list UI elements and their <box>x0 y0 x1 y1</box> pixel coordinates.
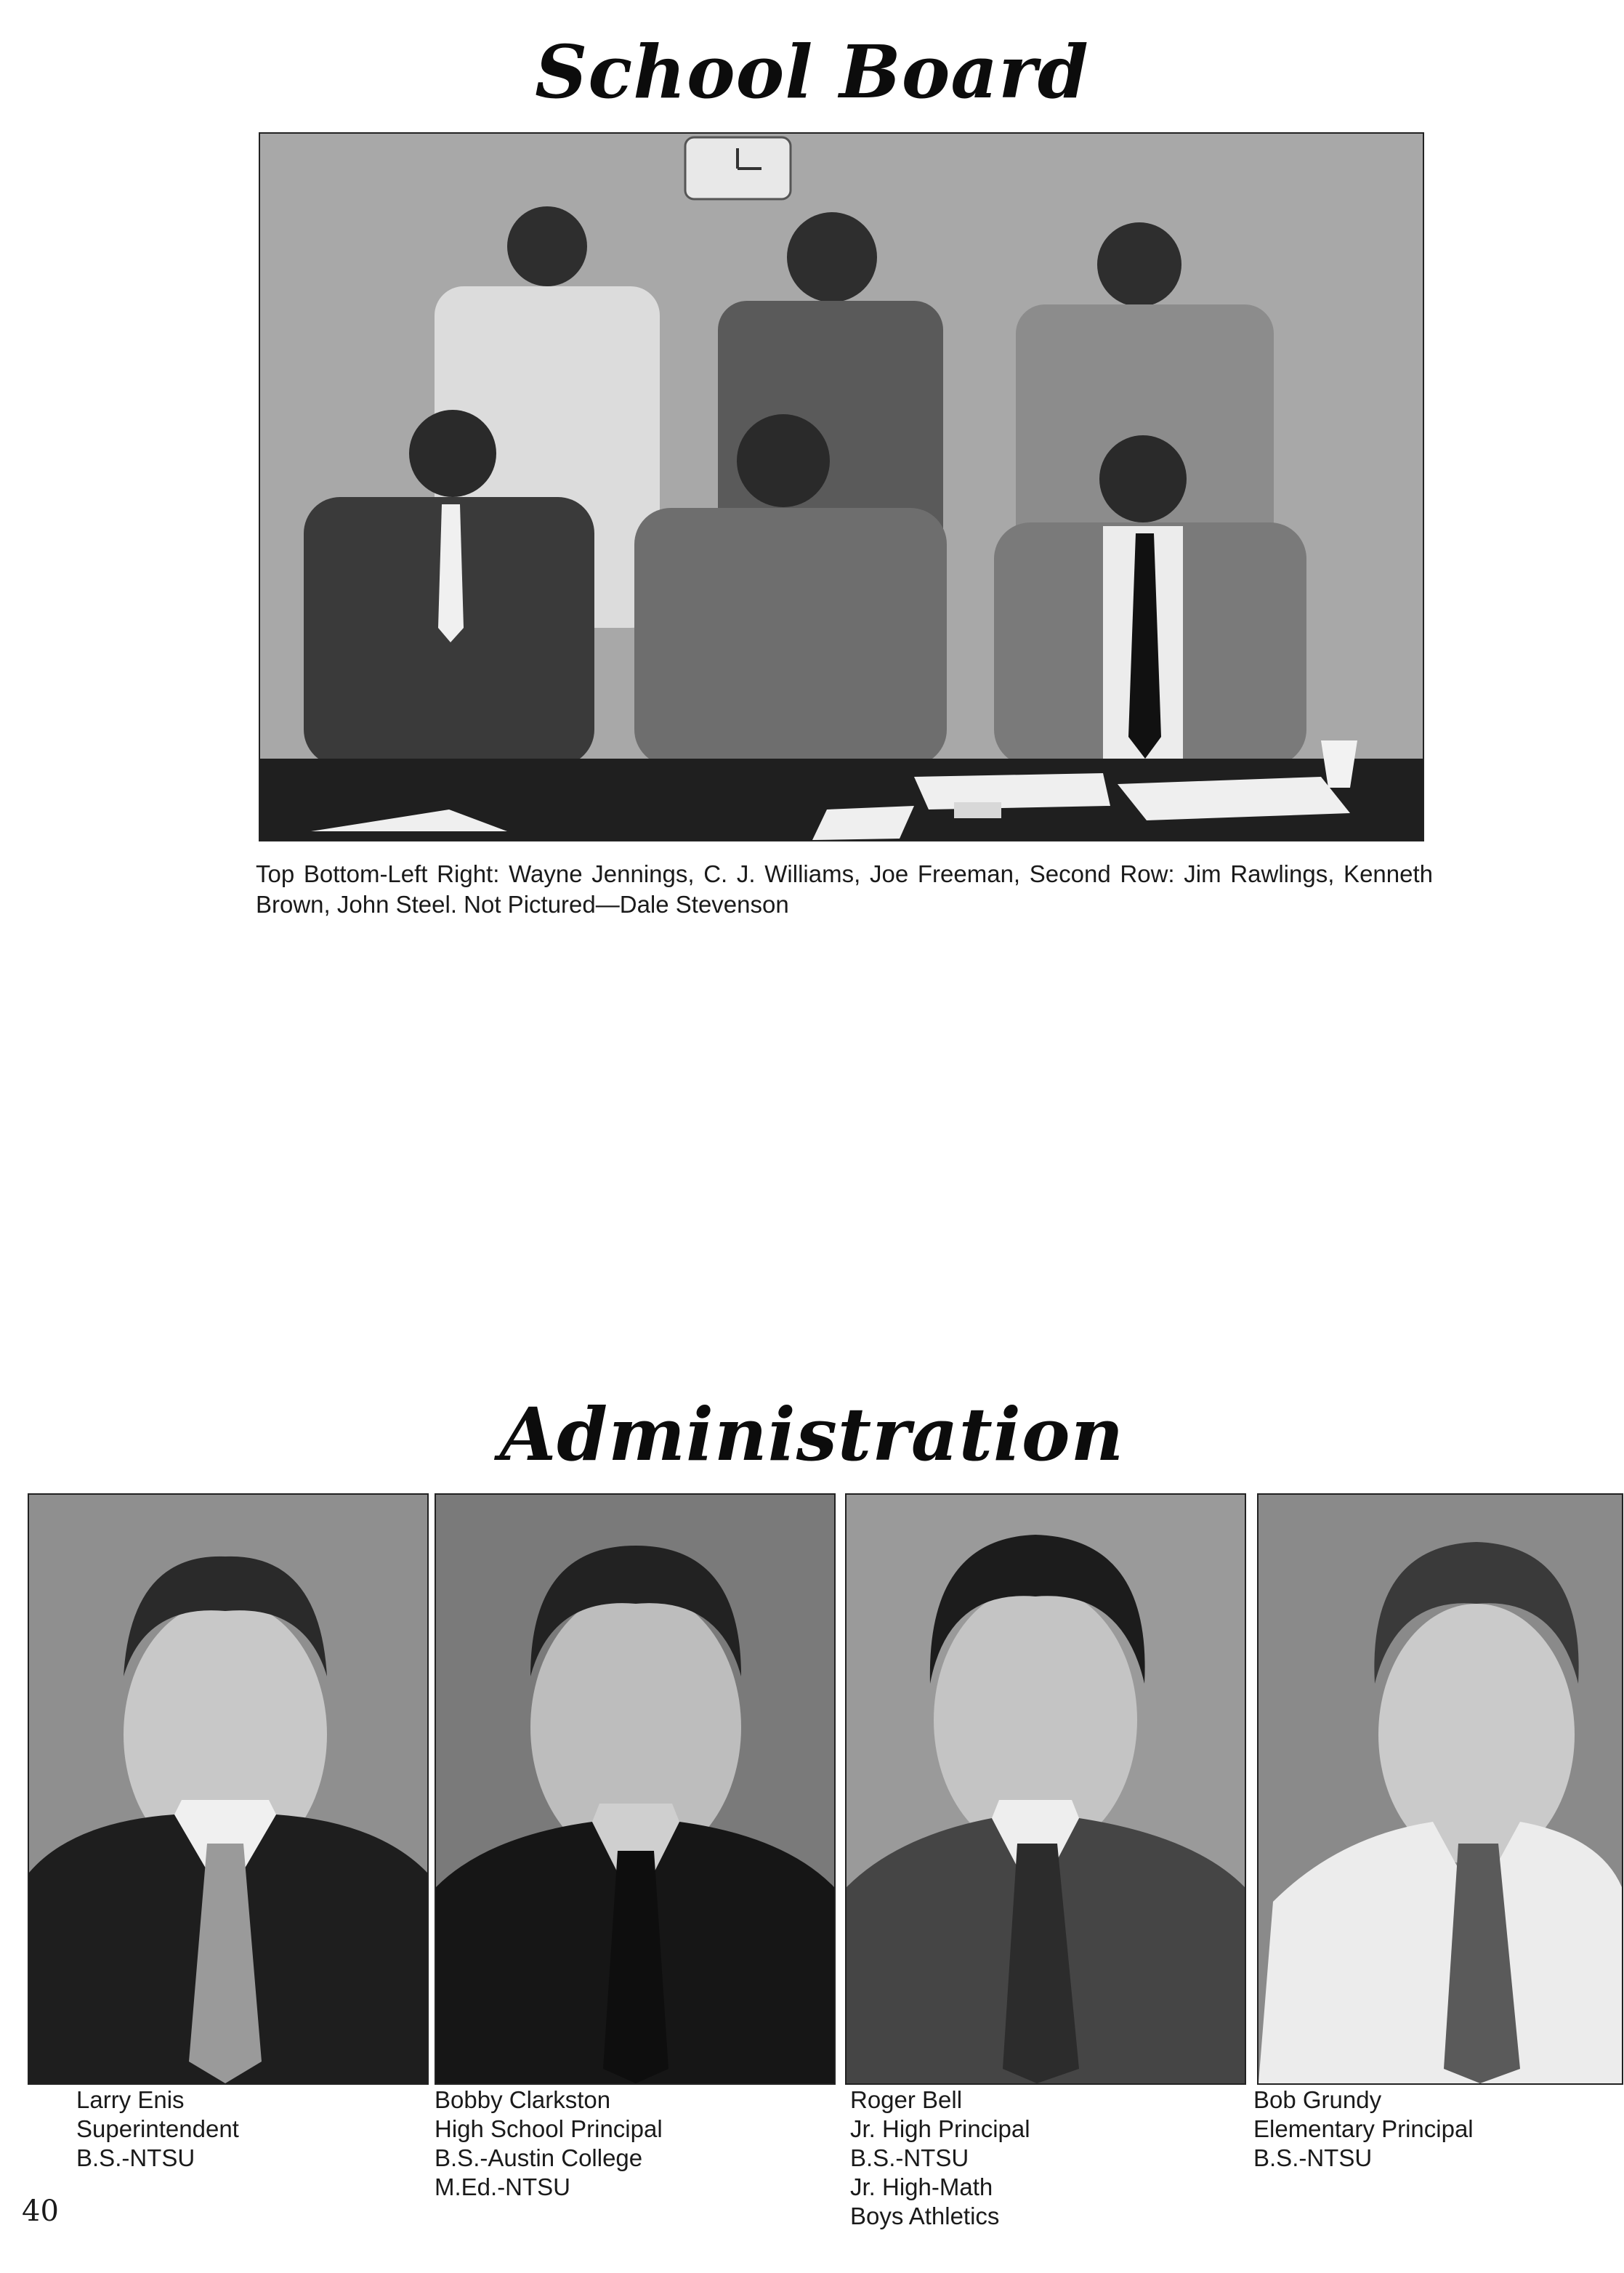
administration-title: Administration <box>499 1392 1125 1477</box>
admin-duty: Jr. High-Math <box>850 2173 993 2200</box>
admin-bio <box>76 2086 239 2173</box>
admin-bio <box>850 2086 1030 2231</box>
wall-clock-icon <box>685 137 791 199</box>
admin-name: Bobby Clarkston <box>435 2086 611 2113</box>
group-photo-image <box>260 134 1423 840</box>
portrait-photo <box>28 1493 429 2085</box>
admin-name: Larry Enis <box>76 2086 185 2113</box>
portrait-image <box>847 1495 1245 2083</box>
admin-degree: B.S.-Austin College <box>435 2144 643 2171</box>
school-board-title: School Board <box>535 29 1089 115</box>
admin-duty: Boys Athletics <box>850 2203 1000 2229</box>
admin-name: Roger Bell <box>850 2086 963 2113</box>
admin-degree: B.S.-NTSU <box>850 2144 969 2171</box>
admin-title: Jr. High Principal <box>850 2115 1030 2142</box>
portrait-photo <box>845 1493 1246 2085</box>
portrait-image <box>436 1495 834 2083</box>
admin-bio <box>1253 2086 1474 2173</box>
admin-degree: B.S.-NTSU <box>76 2144 195 2171</box>
admin-title: Superintendent <box>76 2115 239 2142</box>
portrait-photo <box>435 1493 836 2085</box>
admin-title: Elementary Principal <box>1253 2115 1474 2142</box>
portrait-photo <box>1257 1493 1623 2085</box>
portrait-image <box>1259 1495 1622 2083</box>
page-number: 40 <box>22 2195 59 2228</box>
admin-degree: B.S.-NTSU <box>1253 2144 1373 2171</box>
admin-bio <box>435 2086 663 2202</box>
school-board-caption: Top Bottom-Left Right: Wayne Jennings, C. J. Williams, Joe Freeman, Second Row: Jim Rawlings, Kenneth Brown, John Steel. Not Pictured—Dale Stevenson <box>256 860 1433 918</box>
admin-name: Bob Grundy <box>1253 2086 1382 2113</box>
admin-title: High School Principal <box>435 2115 663 2142</box>
portrait-image <box>29 1495 427 2083</box>
admin-degree: M.Ed.-NTSU <box>435 2173 571 2200</box>
school-board-group-photo <box>259 132 1424 841</box>
